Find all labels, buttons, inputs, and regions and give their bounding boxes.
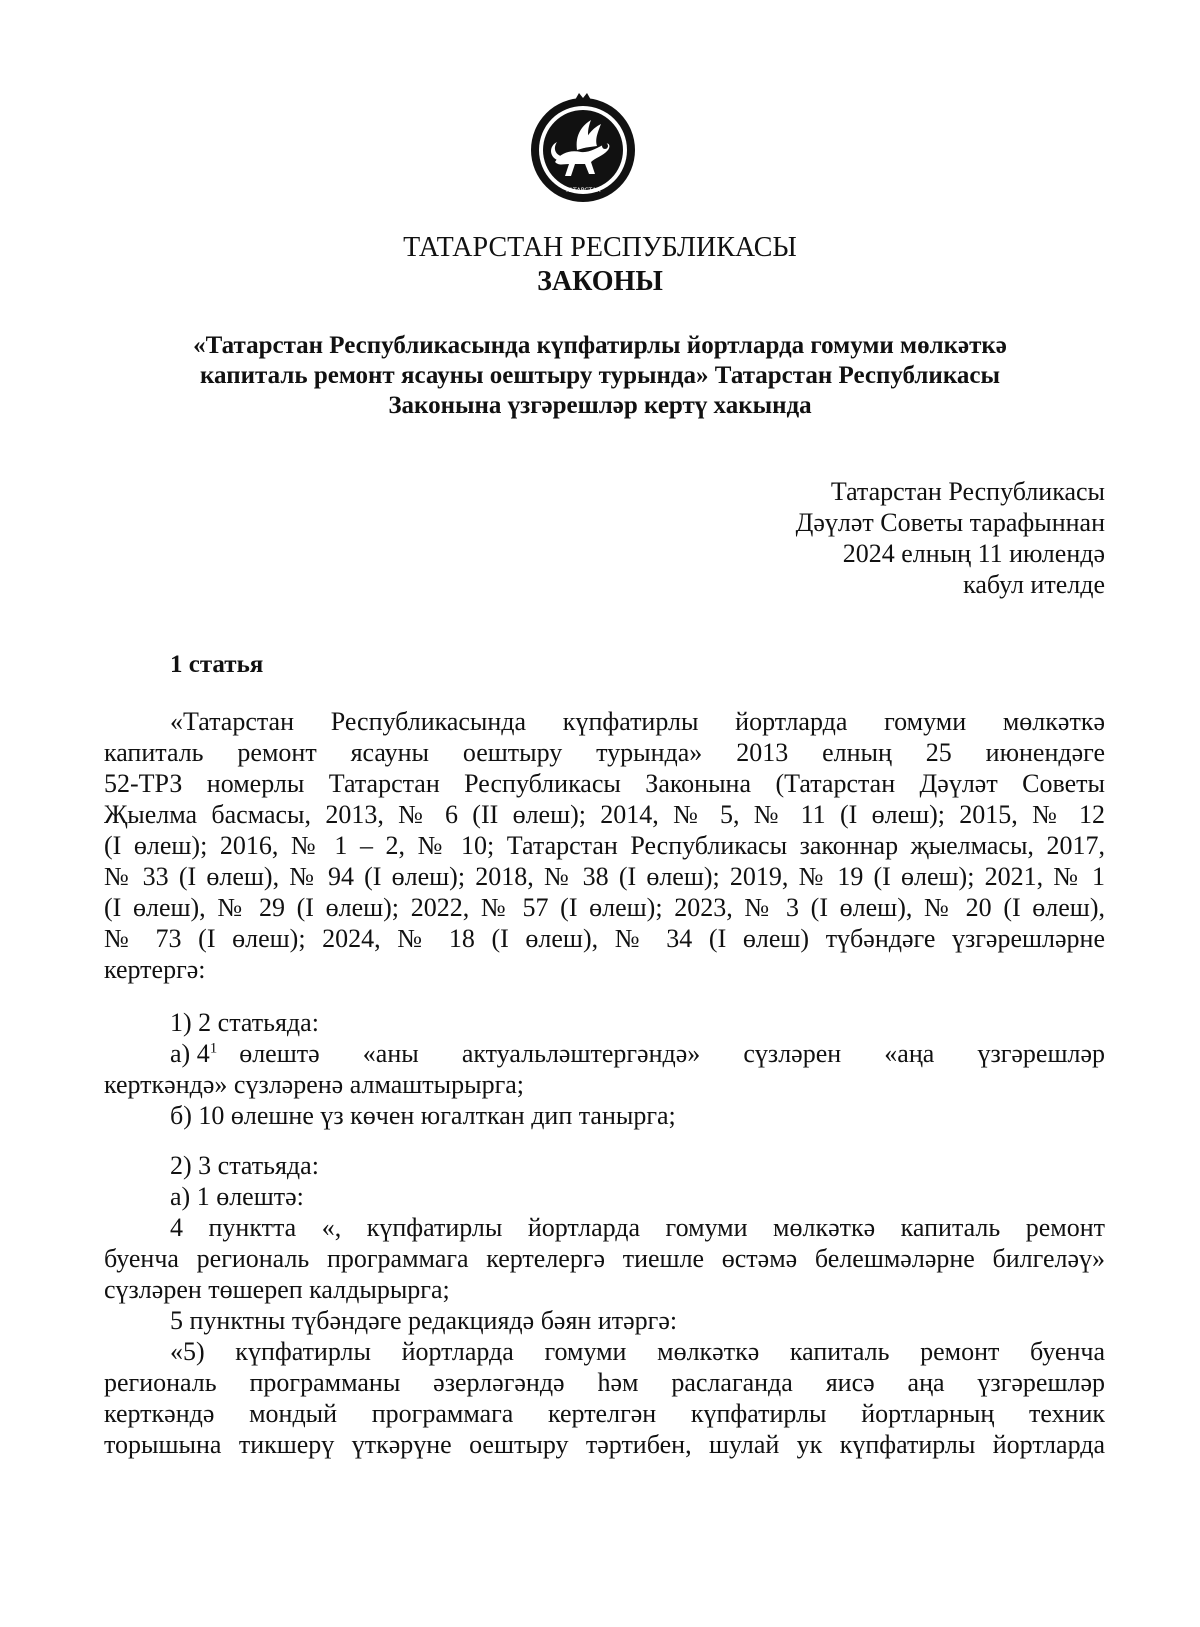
item-2-block [104, 1150, 1105, 1460]
text-line: а) 1 өлештә: [170, 1182, 304, 1211]
text-line: «Татарстан Республикасында күпфатирлы йортларда гомуми мөлкәткә [170, 707, 1105, 736]
text-line: региональ программаны әзерләгәндә һәм раслаганда яисә аңа үзгәрешләр [104, 1368, 1105, 1397]
adoption-line: кабул ителде [963, 570, 1105, 599]
text-line: № 33 (I өлеш), № 94 (I өлеш); 2018, № 38 (I өлеш); 2019, № 19 (I өлеш); 2021, № 1 [104, 862, 1105, 891]
adoption-line: 2024 елның 11 июлендә [842, 539, 1105, 568]
subject-line: «Татарстан Республикасында күпфатирлы йортларда гомуми мөлкәткә [193, 332, 1007, 359]
item-a-line [104, 1038, 1105, 1069]
adoption-line: Дәүләт Советы тарафыннан [795, 508, 1105, 537]
text-line: кертергә: [104, 955, 206, 984]
item-heading: 1) 2 статьяда: [170, 1008, 319, 1037]
article-title: 1 статья [170, 651, 264, 678]
item-1-block [104, 1007, 1105, 1131]
coat-of-arms-emblem [525, 90, 641, 206]
text-line: сүзләрен төшереп калдырырга; [104, 1275, 450, 1304]
article-intro-paragraph [104, 706, 1105, 985]
law-subject-title [0, 331, 1200, 421]
text-line: № 73 (I өлеш); 2024, № 18 (I өлеш), № 34 (I өлеш) түбәндәге үзгәрешләрне [104, 924, 1105, 953]
text-line: б) 10 өлешне үз көчен югалткан дип танырга; [170, 1101, 676, 1130]
item-a-text: өлештә «аны актуальләштергәндә» сүзләрен «аңа үзгәрешләр [239, 1039, 1105, 1068]
emblem-inscription: ТАТАРСТАН [565, 187, 601, 194]
law-heading: ЗАКОНЫ [537, 266, 663, 297]
text-line: «5) күпфатирлы йортларда гомуми мөлкәткә капиталь ремонт буенча [170, 1337, 1105, 1366]
adoption-note [796, 476, 1105, 600]
text-line: (I өлеш), № 29 (I өлеш); 2022, № 57 (I өлеш); 2023, № 3 (I өлеш), № 20 (I өлеш), [104, 893, 1105, 922]
adoption-line: Татарстан Республикасы [830, 477, 1105, 506]
republic-heading: ТАТАРСТАН РЕСПУБЛИКАСЫ [403, 232, 797, 263]
text-line: керткәндә мондый программага кертелгән күпфатирлы йортларның техник [104, 1399, 1105, 1428]
text-line: торышына тикшерү үткәрүне оештыру тәртибен, шулай ук күпфатирлы йортларда [104, 1430, 1105, 1459]
text-line: капиталь ремонт ясауны оештыру турында» 2013 елның 25 июнендәге [104, 738, 1105, 767]
text-line: Җыелма басмасы, 2013, № 6 (II өлеш); 2014, № 5, № 11 (I өлеш); 2015, № 12 [104, 800, 1105, 829]
text-line: буенча региональ программага кертелергә тиешле өстәмә белешмәләрне билгеләү» [104, 1244, 1105, 1273]
text-line: 52-ТРЗ номерлы Татарстан Республикасы Законына (Татарстан Дәүләт Советы [104, 769, 1105, 798]
text-line: (I өлеш); 2016, № 1 – 2, № 10; Татарстан Республикасы законнар җыелмасы, 2017, [104, 831, 1105, 860]
superscript: 1 [209, 1040, 218, 1057]
item-heading: 2) 3 статьяда: [170, 1151, 319, 1180]
text-line: керткәндә» сүзләренә алмаштырырга; [104, 1070, 525, 1099]
text-line: 5 пунктны түбәндәге редакциядә бәян итәргә: [170, 1306, 678, 1335]
item-a-prefix: а) $4^1$ [170, 1039, 218, 1068]
subject-line: Законына үзгәрешләр кертү хакында [388, 392, 812, 419]
text-line: 4 пунктта «, күпфатирлы йортларда гомуми мөлкәткә капиталь ремонт [170, 1213, 1105, 1242]
subject-line: капиталь ремонт ясауны оештыру турында» Татарстан Республикасы [200, 362, 1000, 389]
